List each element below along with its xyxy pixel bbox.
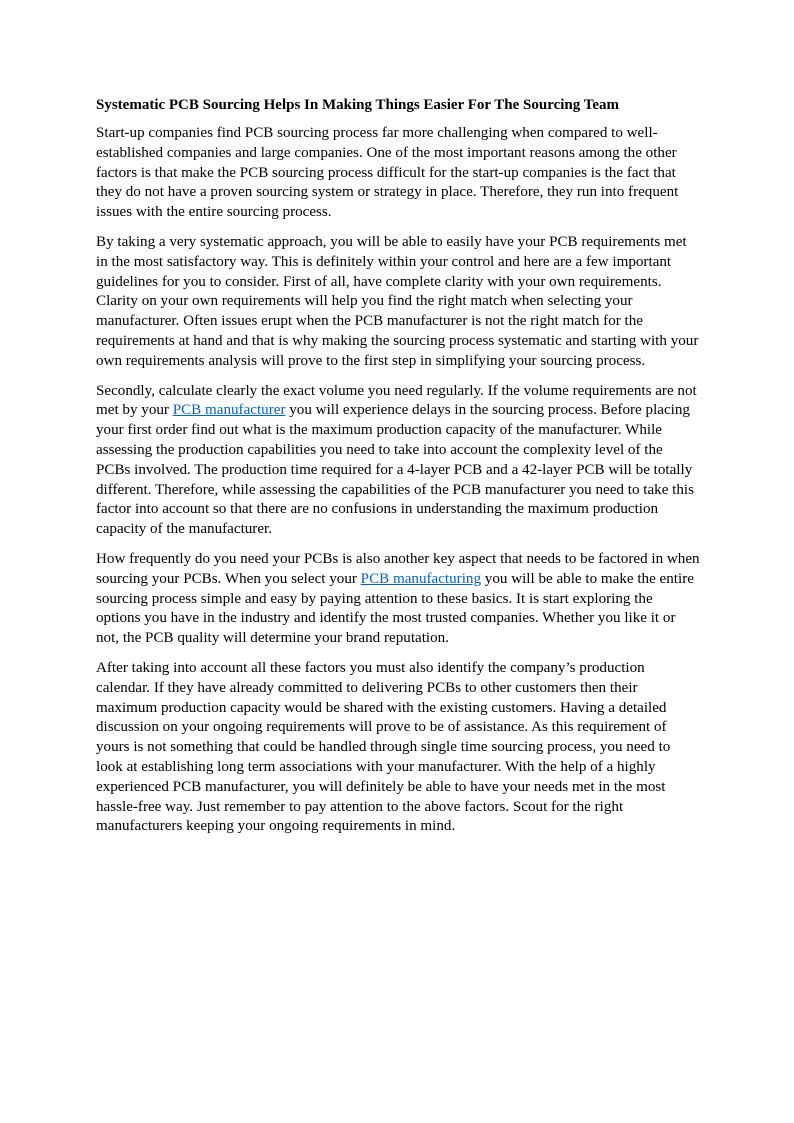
paragraph-2: By taking a very systematic approach, you will be able to easily have your PCB requirements met in the most satisfactory way. This is definitely within your control and here are a few important guidelines for you to consider. First of all, have complete clarity with your own requirements. Clarity on your own requirements will help you find the right match when selecting your manufacturer. Often issues erupt when the PCB manufacturer is not the right match for the requirements at hand and that is why making the sourcing process systematic and starting with your own requirements analysis will prove to the first step in simplifying your sourcing process. [96, 233, 699, 369]
pcb-manufacturer-link[interactable]: PCB manufacturer [172, 402, 286, 419]
paragraph-4 [96, 550, 700, 649]
paragraph-5: After taking into account all these factors you must also identify the company’s production calendar. If they have already committed to delivering PCBs to other customers then their maximum production capacity would be shared with the existing customers. Having a detailed discussion on your ongoing requirements will prove to be of assistance. As this requirement of yours is not something that could be handled through single time sourcing process, you need to look at establishing long term associations with your manufacturer. With the help of a highly experienced PCB manufacturer, you will definitely be able to have your needs met in the most hassle-free way. Just remember to pay attention to the above factors. Scout for the right manufacturers keeping your ongoing requirements in mind. [96, 659, 671, 835]
paragraph-3 [96, 382, 700, 540]
pcb-manufacturing-link[interactable]: PCB manufacturing [360, 570, 481, 587]
paragraph-4-text-before: How frequently do you need your PCBs is also another key aspect that needs to be factored in when sourcing your PCBs. When you select your [96, 550, 700, 587]
paragraph-4-text-after: you will be able to make the entire sourcing process simple and easy by paying attention to these basics. It is start exploring the options you have in the industry and identify the most trusted companies. Whether you like it or not, the PCB quality will determine your brand reputation. [96, 570, 694, 647]
paragraph-1: Start-up companies find PCB sourcing process far more challenging when compared to well-established companies and large companies. One of the most important reasons among the other factors is that make the PCB sourcing process difficult for the start-up companies is the fact that they do not have a proven sourcing system or strategy in place. Therefore, they run into frequent issues with the entire sourcing process. [96, 125, 679, 221]
document-title: Systematic PCB Sourcing Helps In Making Things Easier For The Sourcing Team [96, 97, 620, 113]
paragraph-3-text-before: Secondly, calculate clearly the exact volume you need regularly. If the volume requirements are not met by your [96, 382, 697, 419]
document-page [96, 95, 700, 847]
paragraph-3-text-after: you will experience delays in the sourcing process. Before placing your first order find out what is the maximum production capacity of the manufacturer. While assessing the production capabilities you need to take into account the complexity level of the PCBs involved. The production time required for a 4-layer PCB and a 42-layer PCB will be totally different. Therefore, while assessing the capabilities of the PCB manufacturer you need to take this factor into account so that there are no confusions in understanding the maximum production capacity of the manufacturer. [96, 402, 694, 538]
